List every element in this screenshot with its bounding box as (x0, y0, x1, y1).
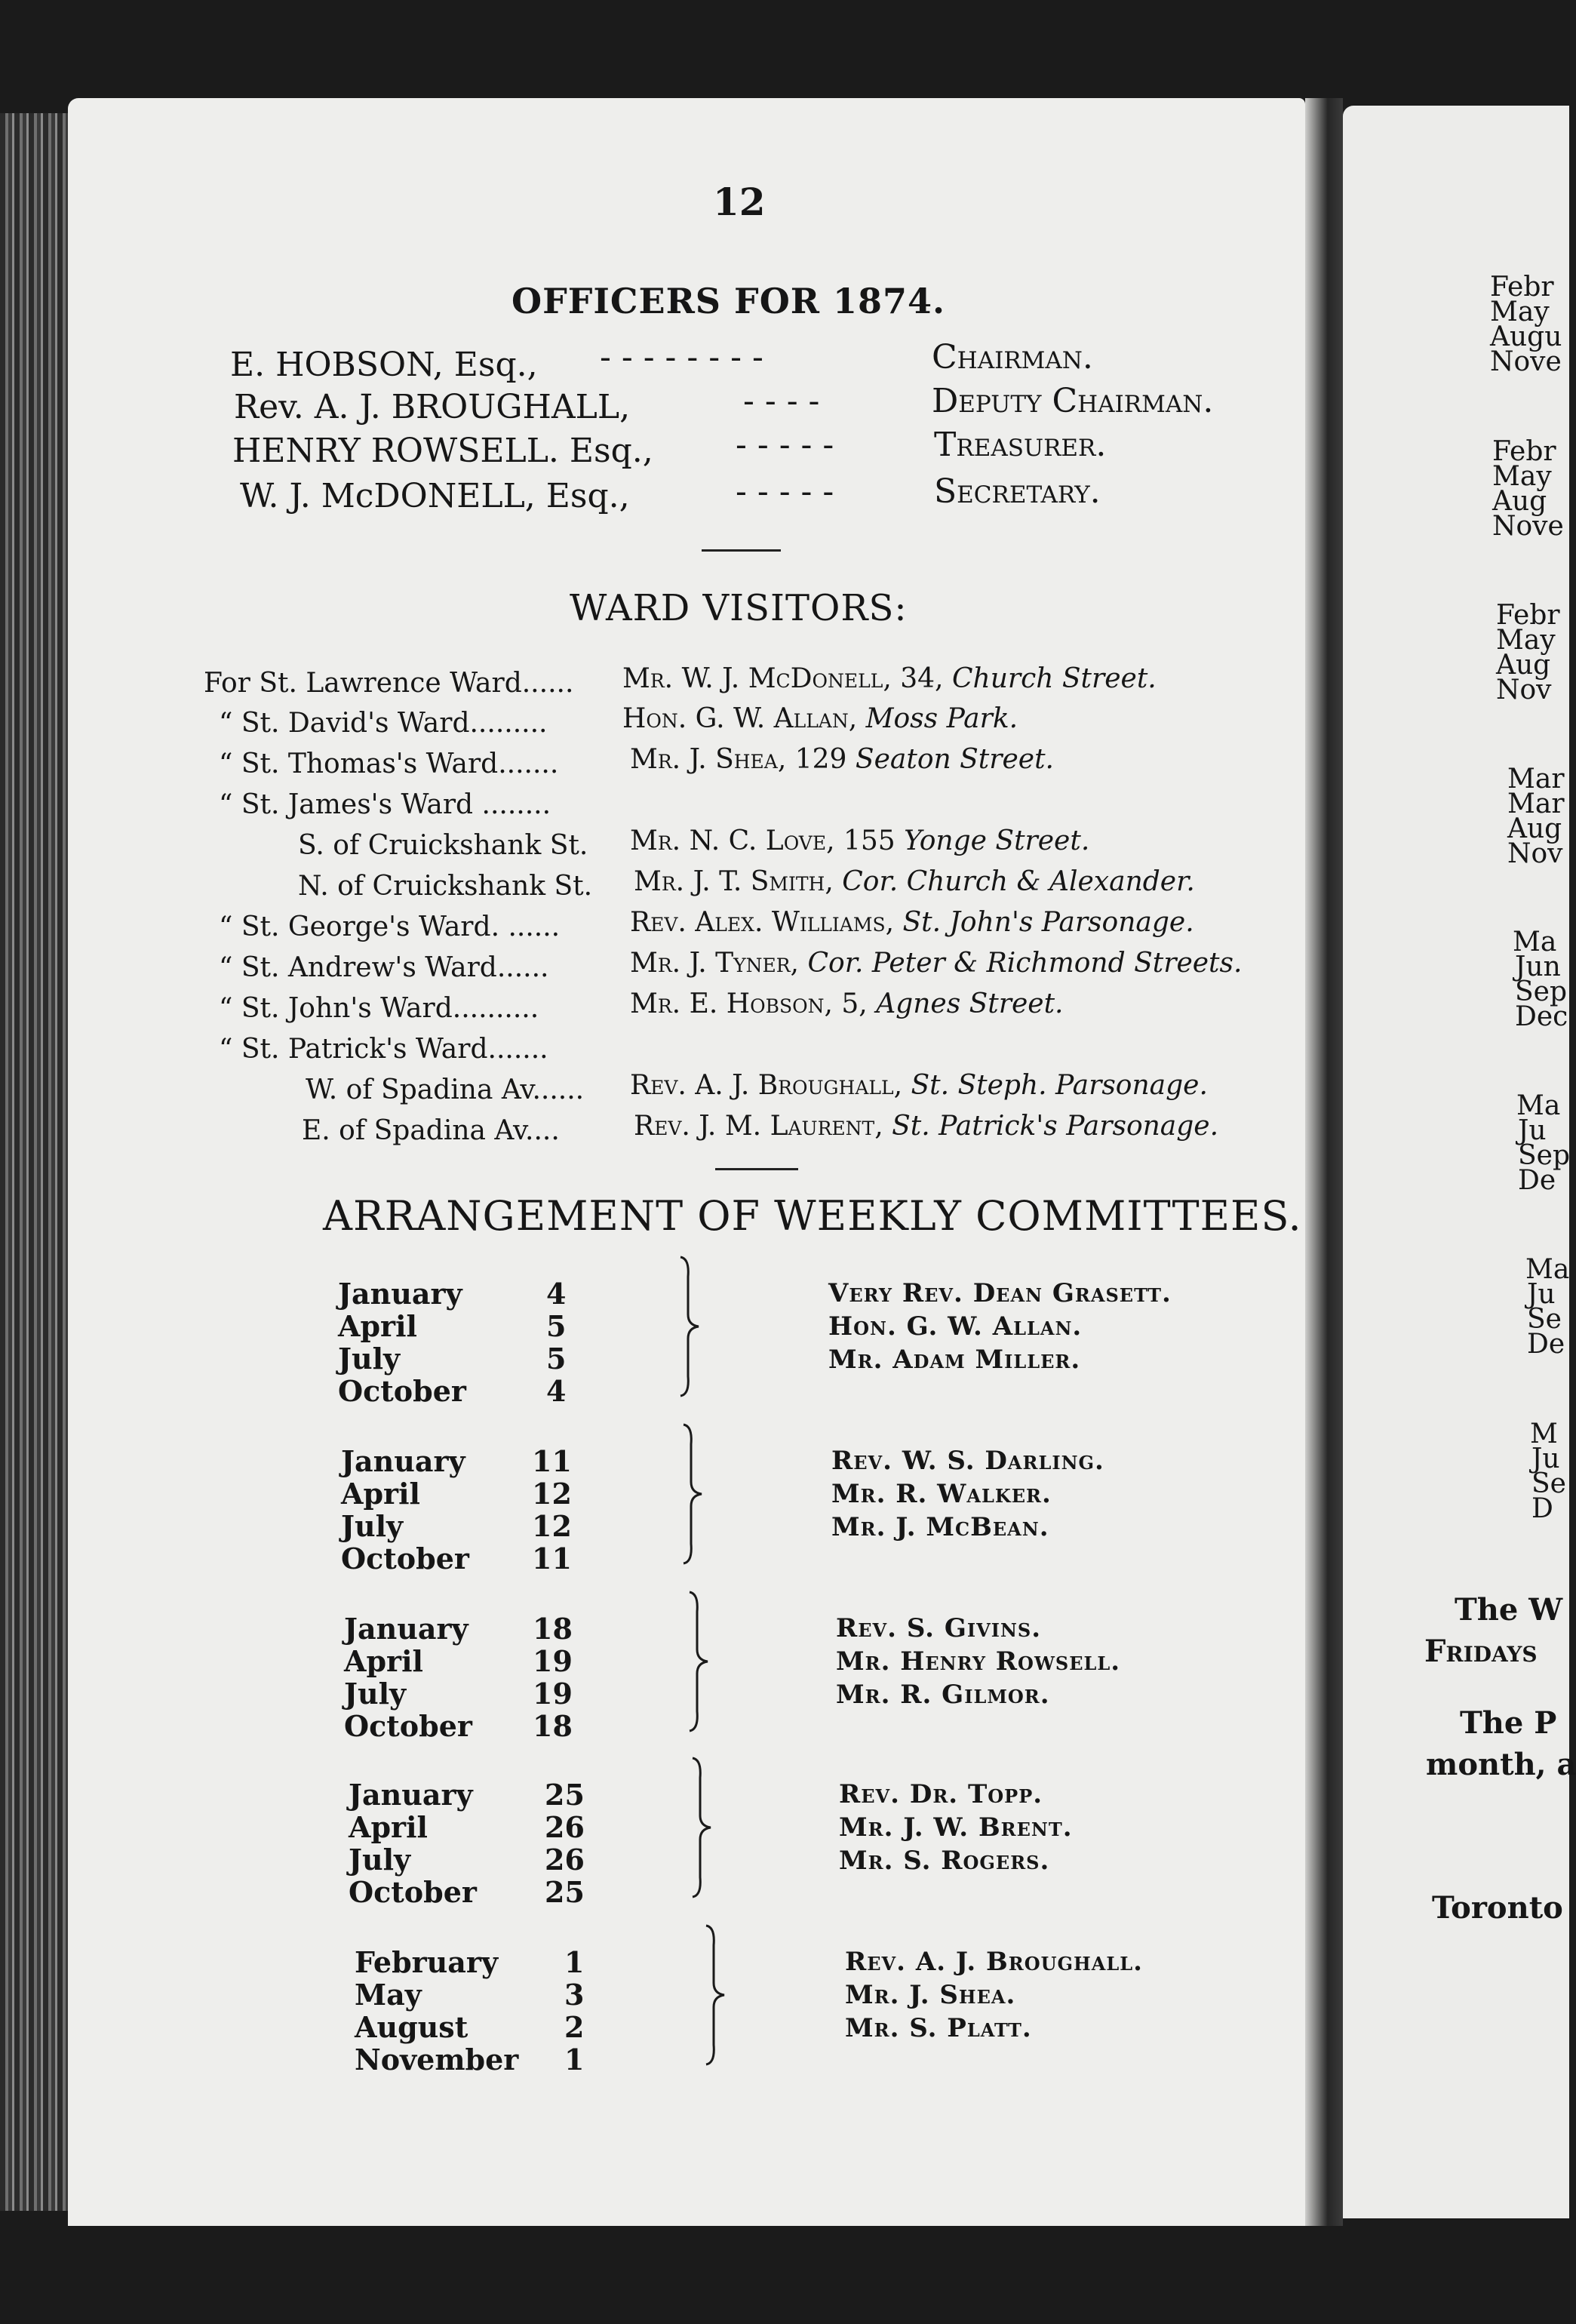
committee-member: Mr. J. Shea. (845, 1980, 1016, 2010)
facing-page-line: Nov (1496, 675, 1552, 706)
committee-day: 3 (564, 1978, 585, 2012)
ward-visitors-heading: WARD VISITORS: (570, 587, 908, 629)
committee-day: 1 (564, 1945, 585, 1979)
committee-month: April (349, 1810, 428, 1844)
visitor-name: Rev. Alex. Williams, (630, 907, 895, 938)
facing-page-line: Mar (1507, 764, 1565, 795)
committee-brace (676, 1254, 706, 1397)
facing-page-line: Ma (1513, 927, 1557, 958)
visitor-address: Agnes Street. (876, 988, 1064, 1019)
ward-visitor (622, 703, 1018, 734)
officer-role: Deputy Chairman. (932, 382, 1214, 420)
visitor-name: Mr. J. Tyner, (630, 948, 800, 979)
facing-page-line: D (1531, 1493, 1553, 1524)
visitor-address: Yonge Street. (904, 825, 1090, 856)
officer-dashes: - - - - - - - - (600, 338, 763, 377)
committee-member: Rev. Dr. Topp. (839, 1779, 1043, 1809)
committee-month: July (341, 1509, 404, 1543)
committee-member: Mr. S. Rogers. (839, 1846, 1050, 1876)
officers-heading: OFFICERS FOR 1874. (512, 281, 946, 321)
committee-month: February (355, 1945, 499, 1979)
ward-visitor (630, 1070, 1208, 1101)
visitor-address: Cor. Peter & Richmond Streets. (807, 948, 1243, 979)
section-divider (715, 1168, 798, 1170)
committee-day: 2 (564, 2010, 585, 2044)
visitor-address: Cor. Church & Alexander. (842, 866, 1195, 897)
committee-month: April (344, 1644, 423, 1678)
committee-brace (688, 1755, 718, 1898)
facing-page-line: Ju (1518, 1115, 1547, 1146)
facing-page-line: Febr (1490, 272, 1554, 303)
facing-page-footer-line: The P (1460, 1705, 1557, 1741)
committee-day: 12 (532, 1509, 572, 1543)
facing-page-line: Ju (1531, 1443, 1560, 1474)
officer-role: Chairman. (932, 338, 1093, 377)
committee-month: October (341, 1542, 469, 1575)
officer-role: Treasurer. (934, 426, 1107, 464)
ward-visitor (630, 907, 1194, 938)
ward-name: “ St. Andrew's Ward...... (219, 952, 549, 983)
ward-visitor (630, 988, 1064, 1019)
ward-name: “ St. James's Ward ........ (219, 789, 551, 820)
visitor-address: Moss Park. (865, 703, 1018, 734)
facing-page-line: Nove (1490, 346, 1562, 377)
ward-visitor (630, 744, 1054, 775)
page-gutter (1305, 98, 1343, 2226)
committee-day: 4 (546, 1277, 567, 1311)
ward-name: For St. Lawrence Ward...... (204, 668, 574, 699)
committee-month: November (355, 2043, 519, 2077)
ward-name: “ St. Patrick's Ward....... (219, 1034, 548, 1065)
committee-member: Hon. G. W. Allan. (828, 1311, 1083, 1342)
facing-page-line: Ma (1525, 1254, 1570, 1285)
facing-page-line: Se (1527, 1304, 1562, 1335)
committee-month: May (355, 1978, 422, 2012)
committee-member: Mr. R. Gilmor. (836, 1680, 1050, 1710)
committee-month: July (338, 1342, 401, 1376)
committees-heading: ARRANGEMENT OF WEEKLY COMMITTEES. (323, 1192, 1302, 1240)
committee-day: 5 (546, 1342, 567, 1376)
facing-page-line: Se (1531, 1468, 1566, 1499)
committee-day: 25 (545, 1778, 585, 1812)
ward-visitor (630, 825, 1089, 856)
committee-day: 19 (533, 1677, 573, 1711)
facing-page-line: Febr (1496, 600, 1560, 631)
visitor-address: St. Patrick's Parsonage. (892, 1111, 1219, 1142)
committee-day: 1 (564, 2043, 585, 2077)
committee-day: 5 (546, 1309, 567, 1343)
committee-member: Mr. Adam Miller. (828, 1345, 1081, 1375)
facing-page-footer-line: The W (1455, 1592, 1563, 1628)
ward-name: “ St. Thomas's Ward....... (219, 749, 559, 779)
facing-page-line: De (1518, 1165, 1556, 1196)
facing-page-line: Sep (1515, 976, 1568, 1007)
facing-page-line: May (1492, 461, 1552, 492)
officer-dashes: - - - - - (736, 426, 834, 464)
committee-brace (685, 1589, 715, 1732)
facing-page-line: Jun (1515, 951, 1561, 982)
visitor-address: Seaton Street. (855, 744, 1054, 775)
committee-member: Mr. Henry Rowsell. (836, 1646, 1121, 1677)
facing-page-line: Augu (1490, 321, 1562, 352)
committee-day: 4 (546, 1374, 567, 1408)
committee-month: October (338, 1374, 466, 1408)
facing-page-line: M (1530, 1419, 1558, 1449)
facing-page-line: Sep (1518, 1140, 1571, 1171)
ward-visitor (622, 663, 1157, 694)
committee-month: July (344, 1677, 407, 1711)
committee-month: January (349, 1778, 473, 1812)
facing-page-line: May (1496, 625, 1556, 656)
ward-visitor (634, 1111, 1218, 1142)
committee-member: Rev. W. S. Darling. (831, 1446, 1104, 1476)
visitor-name: Mr. E. Hobson, 5, (630, 988, 868, 1019)
officer-name: HENRY ROWSELL. Esq., (232, 432, 653, 470)
ward-visitor (630, 948, 1242, 979)
visitor-address: St. John's Parsonage. (902, 907, 1194, 938)
page-number: 12 (713, 180, 766, 224)
ward-name: W. of Spadina Av...... (306, 1074, 585, 1105)
ward-name: “ St. John's Ward.......... (219, 993, 539, 1024)
facing-page-line: Nove (1492, 511, 1564, 542)
committee-month: October (349, 1875, 477, 1909)
committee-month: January (338, 1277, 462, 1311)
facing-page-line: De (1527, 1329, 1565, 1360)
committee-member: Mr. R. Walker. (831, 1479, 1052, 1509)
committee-member: Rev. A. J. Broughall. (845, 1947, 1143, 1977)
officer-name: E. HOBSON, Esq., (230, 346, 538, 384)
facing-page-line: May (1490, 297, 1550, 327)
committee-member: Very Rev. Dean Grasett. (828, 1278, 1172, 1308)
facing-page-line: Nov (1507, 838, 1563, 869)
committee-day: 11 (532, 1444, 572, 1478)
ward-name: “ St. George's Ward. ...... (219, 911, 561, 942)
ward-visitor (634, 866, 1195, 897)
committee-day: 25 (545, 1875, 585, 1909)
visitor-name: Rev. A. J. Broughall, (630, 1070, 903, 1101)
facing-page-line: Dec (1515, 1001, 1568, 1032)
facing-page-line: Ma (1516, 1090, 1561, 1121)
committee-day: 26 (545, 1843, 585, 1877)
visitor-name: Mr. J. Shea, 129 (630, 744, 847, 775)
committee-day: 26 (545, 1810, 585, 1844)
officer-role: Secretary. (934, 472, 1101, 511)
committee-day: 11 (532, 1542, 572, 1575)
officer-name: W. J. McDONELL, Esq., (240, 477, 630, 515)
committee-day: 12 (532, 1477, 572, 1511)
committee-member: Rev. S. Givins. (836, 1613, 1042, 1643)
facing-page-footer-line: Toronto (1432, 1890, 1563, 1926)
section-divider (702, 549, 781, 552)
committee-member: Mr. S. Platt. (845, 2013, 1032, 2043)
committee-month: January (344, 1612, 468, 1646)
committee-month: April (341, 1477, 420, 1511)
committee-member: Mr. J. W. Brent. (839, 1812, 1073, 1843)
ward-name: “ St. David's Ward......... (219, 708, 548, 739)
committee-day: 18 (533, 1709, 573, 1743)
committee-day: 18 (533, 1612, 573, 1646)
facing-page-line: Aug (1492, 486, 1547, 517)
visitor-name: Rev. J. M. Laurent, (634, 1111, 883, 1142)
committee-month: April (338, 1309, 417, 1343)
facing-page-line: Aug (1507, 813, 1562, 844)
facing-page-line: Febr (1492, 436, 1556, 467)
committee-month: January (341, 1444, 465, 1478)
facing-page-line: Aug (1496, 650, 1551, 681)
visitor-address: St. Steph. Parsonage. (911, 1070, 1208, 1101)
visitor-address: Church Street. (951, 663, 1157, 694)
visitor-name: Mr. N. C. Love, 155 (630, 825, 896, 856)
officer-name: Rev. A. J. BROUGHALL, (234, 388, 631, 426)
visitor-name: Hon. G. W. Allan, (622, 703, 858, 734)
officer-dashes: - - - - - (736, 472, 834, 511)
committee-day: 19 (533, 1644, 573, 1678)
committee-month: October (344, 1709, 472, 1743)
committee-member: Mr. J. McBean. (831, 1512, 1049, 1542)
ward-name: E. of Spadina Av.... (302, 1115, 560, 1146)
ward-name: N. of Cruickshank St. (298, 871, 593, 902)
committee-brace (679, 1422, 709, 1565)
officer-dashes: - - - - (743, 382, 820, 420)
facing-page-footer-line: month, a (1426, 1747, 1576, 1782)
facing-page-line: Ju (1527, 1279, 1556, 1310)
committee-month: July (349, 1843, 411, 1877)
committee-brace (702, 1923, 732, 2066)
committee-month: August (355, 2010, 468, 2044)
facing-page-footer-line: Fridays (1424, 1634, 1538, 1669)
facing-page-line: Mar (1507, 788, 1565, 819)
ward-name: S. of Cruickshank St. (298, 830, 588, 861)
visitor-name: Mr. J. T. Smith, (634, 866, 834, 897)
visitor-name: Mr. W. J. McDonell, 34, (622, 663, 944, 694)
